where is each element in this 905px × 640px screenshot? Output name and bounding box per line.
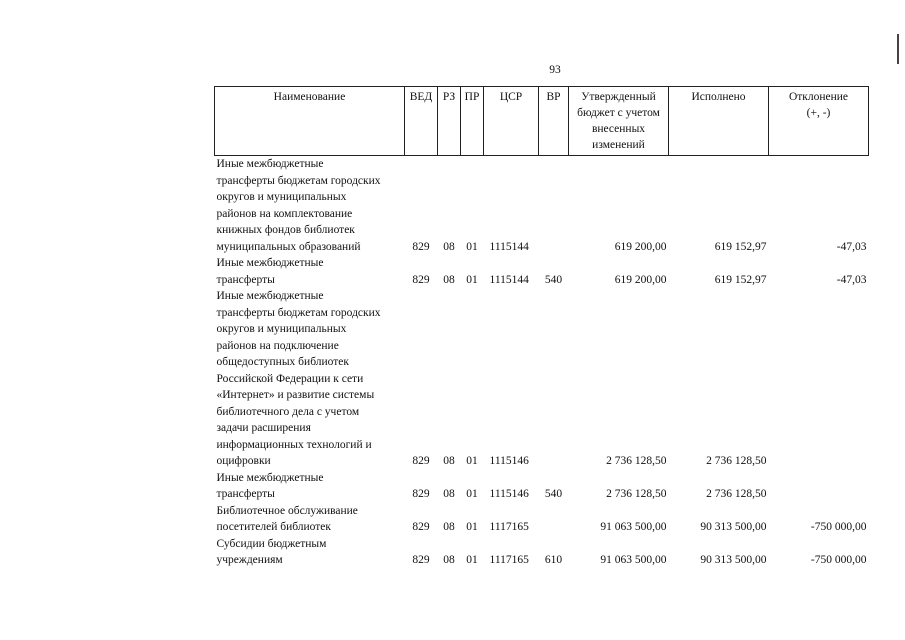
table-row <box>215 156 869 256</box>
table-row <box>215 536 869 569</box>
cell-vr <box>539 156 569 256</box>
cell-csr: 1115146 <box>489 455 529 467</box>
row-name-line: трансферты <box>216 273 275 286</box>
row-name-line: задачи расширения <box>216 422 311 434</box>
row-name-line: Иные межбюджетные <box>216 257 324 269</box>
cell-rz: 08 <box>443 521 455 533</box>
page-number: 93 <box>549 64 561 76</box>
row-name-line: районов на подключение <box>216 339 339 352</box>
header-deviation-line: (+, -) <box>806 107 831 119</box>
row-name-line: общедоступных библиотек <box>216 356 349 368</box>
table-row <box>215 470 869 503</box>
cell-csr: 1115146 <box>489 488 529 500</box>
cell-rz: 08 <box>443 488 455 500</box>
cell-executed: 619 152,97 <box>714 240 767 253</box>
header-executed: Исполнено <box>669 87 769 156</box>
cell-deviation: -750 000,00 <box>810 521 867 533</box>
cell-pr: 01 <box>466 240 478 253</box>
row-name-line: округов и муниципальных <box>216 323 347 335</box>
cell-executed: 90 313 500,00 <box>700 554 767 566</box>
cell-approved: 2 736 128,50 <box>606 455 667 467</box>
table-row <box>215 288 869 470</box>
row-name <box>215 536 405 569</box>
cell-deviation <box>769 288 869 470</box>
row-name-line: трансферты <box>216 488 275 500</box>
cell-executed: 2 736 128,50 <box>706 488 767 500</box>
budget-table <box>214 86 869 569</box>
header-approved <box>569 87 669 156</box>
cell-vr: 540 <box>544 273 563 286</box>
cell-vr <box>539 503 569 536</box>
row-name-line: Иные межбюджетные <box>216 158 324 170</box>
row-name-line: Библиотечное обслуживание <box>216 504 358 517</box>
table-body <box>215 156 869 569</box>
row-name-line: трансферты бюджетам городских <box>216 306 381 319</box>
table-header-row <box>215 87 869 156</box>
row-name-line: книжных фондов библиотек <box>216 224 355 236</box>
header-approved-line: Утвержденный <box>581 91 656 103</box>
row-name-line: библиотечного дела с учетом <box>216 405 360 418</box>
row-name-line: посетителей библиотек <box>216 521 332 533</box>
cell-pr: 01 <box>466 488 478 500</box>
cell-vr <box>539 288 569 470</box>
cell-pr: 01 <box>466 554 478 566</box>
cell-vr: 610 <box>544 554 563 566</box>
cell-executed: 90 313 500,00 <box>700 521 767 533</box>
cell-rz: 08 <box>443 273 455 286</box>
header-csr: ЦСР <box>484 87 539 156</box>
header-rz: РЗ <box>438 87 461 156</box>
cell-rz: 08 <box>443 554 455 566</box>
row-name-line: Российской Федерации к сети <box>216 372 364 385</box>
cell-executed: 619 152,97 <box>714 273 767 286</box>
cell-approved: 619 200,00 <box>614 240 667 253</box>
row-name-line: информационных технологий и <box>216 438 372 451</box>
header-deviation-line: Отклонение <box>788 91 849 103</box>
row-name <box>215 255 405 288</box>
row-name-line: муниципальных образований <box>216 240 361 253</box>
cell-csr: 1115144 <box>489 273 529 286</box>
cell-deviation <box>769 470 869 503</box>
header-deviation <box>769 87 869 156</box>
cell-rz: 08 <box>443 455 455 467</box>
cell-ved: 829 <box>412 554 430 566</box>
row-name-line: округов и муниципальных <box>216 191 347 203</box>
header-approved-line: внесенных <box>591 123 646 135</box>
cell-approved: 91 063 500,00 <box>600 554 667 566</box>
cell-csr: 1115144 <box>489 240 529 253</box>
table-row <box>215 255 869 288</box>
cell-ved: 829 <box>412 488 430 500</box>
cell-ved: 829 <box>412 521 430 533</box>
cell-deviation: -47,03 <box>836 273 867 286</box>
cell-executed: 2 736 128,50 <box>706 455 767 467</box>
cell-ved: 829 <box>412 455 430 467</box>
header-pr: ПР <box>461 87 484 156</box>
cell-approved: 91 063 500,00 <box>600 521 667 533</box>
cell-approved: 2 736 128,50 <box>606 488 667 500</box>
cell-deviation: -47,03 <box>836 240 867 253</box>
cell-deviation: -750 000,00 <box>810 554 867 566</box>
row-name-line: учреждениям <box>216 554 283 566</box>
cell-csr: 1117165 <box>489 521 529 533</box>
header-ved: ВЕД <box>405 87 438 156</box>
row-name-line: Иные межбюджетные <box>216 290 324 302</box>
row-name <box>215 156 405 256</box>
cell-pr: 01 <box>466 273 478 286</box>
header-name: Наименование <box>215 87 405 156</box>
table-row <box>215 503 869 536</box>
row-name <box>215 288 405 470</box>
cell-ved: 829 <box>412 273 430 286</box>
row-name-line: оцифровки <box>216 455 271 467</box>
row-name-line: Субсидии бюджетным <box>216 537 327 550</box>
header-approved-line: бюджет с учетом <box>577 107 660 119</box>
row-name-line: районов на комплектование <box>216 207 353 220</box>
cell-pr: 01 <box>466 455 478 467</box>
cell-csr: 1117165 <box>489 554 529 566</box>
cell-approved: 619 200,00 <box>614 273 667 286</box>
header-approved-line: изменений <box>592 139 645 151</box>
cell-ved: 829 <box>412 240 430 253</box>
row-name-line: трансферты бюджетам городских <box>216 174 381 187</box>
cell-pr: 01 <box>466 521 478 533</box>
row-name-line: «Интернет» и развитие системы <box>216 389 375 401</box>
header-vr: ВР <box>539 87 569 156</box>
row-name <box>215 470 405 503</box>
row-name <box>215 503 405 536</box>
cell-rz: 08 <box>443 240 455 253</box>
cell-vr: 540 <box>544 488 563 500</box>
scan-edge-mark <box>897 34 899 64</box>
row-name-line: Иные межбюджетные <box>216 471 324 484</box>
